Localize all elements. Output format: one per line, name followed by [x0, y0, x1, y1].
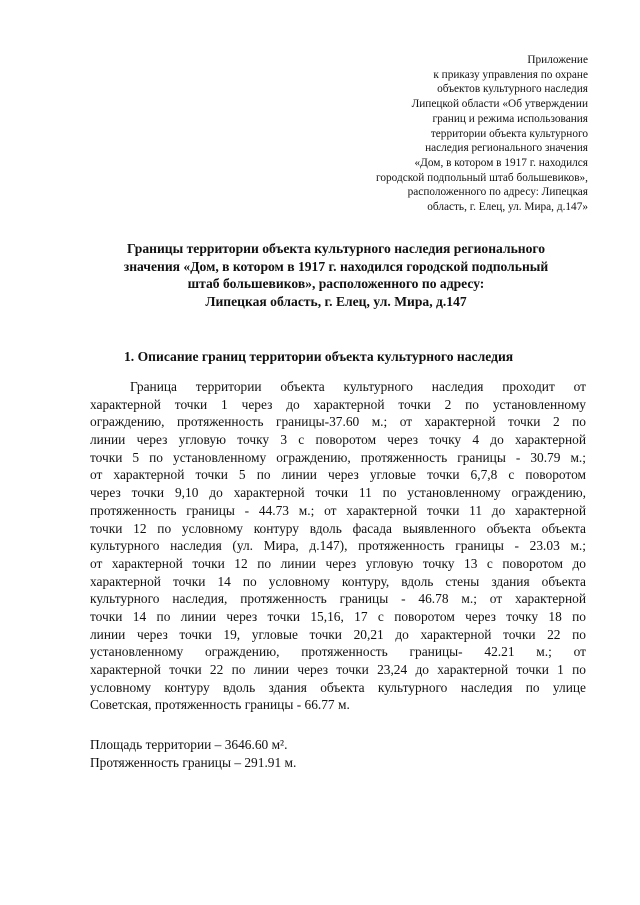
body-line: культурного наследия, протяженность границы - 46.78 м.; от характерной [90, 591, 586, 607]
section-heading: 1. Описание границ территории объекта культурного наследия [124, 349, 514, 364]
title-line: штаб большевиков», расположенного по адресу: [187, 276, 485, 291]
body-line: Граница территории объекта культурного наследия проходит от [130, 379, 586, 394]
body-line: характерной точки 22 по линии через точки 23,24 до характерной точки 1 по [90, 662, 586, 677]
title-line: Границы территории объекта культурного наследия регионального [126, 241, 546, 256]
title-line: значения «Дом, в котором в 1917 г. находился городской подпольный [123, 258, 549, 274]
body-line: протяженность границы - 44.73 м.; от характерной точки 11 до характерной [90, 502, 586, 518]
body-line: точки 5 по установленному ограждению, протяженность границы - 30.79 м.; [90, 449, 586, 465]
body-line: от характерной точки 12 по линии через угловую точку 13 с поворотом до [90, 555, 586, 571]
body-line: культурного наследия (ул. Мира, д.147), протяженность границы - 23.03 м.; [90, 538, 586, 554]
appendix-reference [288, 53, 588, 215]
appendix-line: городской подпольный штаб большевиков», [376, 171, 588, 184]
appendix-line: к приказу управления по охране [433, 68, 588, 81]
appendix-line: территории объекта культурного [430, 127, 588, 140]
body-line: точки 12 по условному контуру вдоль фасада выявленного объекта объекта [90, 520, 586, 536]
boundary-length: Протяженность границы – 291.91 м. [90, 754, 297, 770]
appendix-line: расположенного по адресу: Липецкая [407, 186, 588, 199]
body-line: характерной точки 1 через до характерной точки 2 по установленному [90, 396, 586, 412]
appendix-line: границ и режима использования [432, 112, 588, 125]
appendix-line: область, г. Елец, ул. Мира, д.147» [427, 201, 588, 214]
body-line: условному контуру вдоль здания объекта культурного наследия по улице [90, 679, 586, 695]
appendix-line: «Дом, в котором в 1917 г. находился [414, 156, 588, 169]
appendix-line: Липецкой области «Об утверждении [411, 98, 588, 111]
boundary-description [90, 378, 586, 714]
body-line: установленному ограждению, протяженность границы- 42.21 м.; от [90, 644, 586, 660]
body-line: точки 14 по линии через точки 15,16, 17 с поворотом через точку 18 по [90, 608, 586, 624]
appendix-line: Приложение [527, 54, 588, 66]
body-line: линии через угловую точку 3 с поворотом через точку 4 до характерной [90, 432, 586, 448]
body-line: линии через точки 19, угловые точки 20,21 до характерной точки 22 по [90, 626, 586, 642]
territory-area: Площадь территории – 3646.60 м². [90, 737, 288, 752]
summary-block [90, 736, 296, 771]
body-line: ограждению, протяженность границы-37.60 м.; от характерной точки 2 по [90, 414, 586, 430]
document-title [86, 240, 586, 310]
body-line: Советская, протяженность границы - 66.77 м. [90, 697, 350, 713]
body-line: от характерной точки 5 по линии через угловые точки 6,7,8 с поворотом [90, 467, 586, 483]
body-line: характерной точки 14 по условному контуру, вдоль стены здания объекта [90, 573, 586, 589]
title-line: Липецкая область, г. Елец, ул. Мира, д.147 [205, 293, 467, 309]
body-line: через точки 9,10 до характерной точки 11 по установленному ограждению, [90, 485, 586, 501]
appendix-line: наследия регионального значения [425, 142, 588, 155]
appendix-line: объектов культурного наследия [437, 83, 588, 96]
